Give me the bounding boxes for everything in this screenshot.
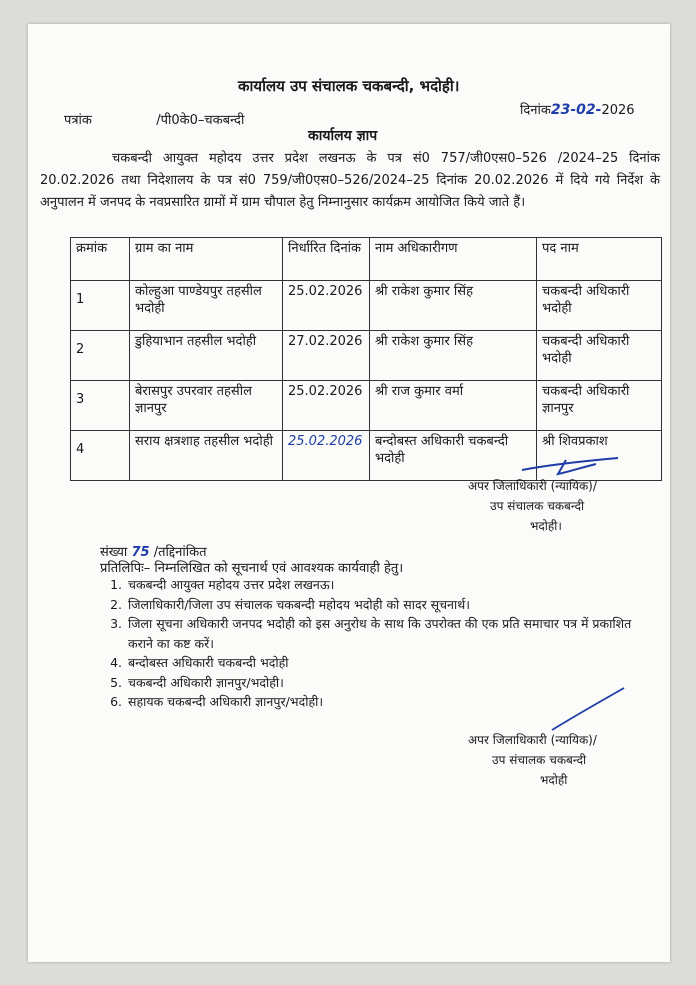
list-item: 4. बन्दोबस्त अधिकारी चकबन्दी भदोही: [126, 653, 646, 673]
cell-sn: 1: [71, 281, 130, 331]
table-row: [71, 281, 662, 331]
list-item: 6. सहायक चकबन्दी अधिकारी ज्ञानपुर/भदोही।: [126, 692, 646, 712]
table-row: [71, 381, 662, 431]
ref-number: /पी0के0–चकबन्दी: [156, 113, 245, 128]
cell-village: सराय क्षत्रशाह तहसील भदोही: [130, 431, 283, 481]
sankhya-number: 75: [131, 545, 150, 560]
date-label: दिनांक: [520, 103, 551, 118]
header-village: ग्राम का नाम: [130, 238, 283, 281]
sig1-line1: अपर जिलाधिकारी (न्यायिक)/: [468, 479, 597, 493]
date-line: [520, 100, 635, 118]
cell-post: श्री शिवप्रकाश: [537, 431, 662, 481]
header-officer: नाम अधिकारीगण: [370, 238, 537, 281]
list-item: 5. चकबन्दी अधिकारी ज्ञानपुर/भदोही।: [126, 673, 646, 693]
cell-sn: 2: [71, 331, 130, 381]
sankhya-suffix: /तद्दिनांकित: [153, 545, 207, 560]
memo-paragraph: [40, 148, 660, 214]
cell-post: चकबन्दी अधिकारी भदोही: [537, 281, 662, 331]
office-heading: कार्यालय उप संचालक चकबन्दी, भदोही।: [238, 77, 460, 95]
cell-officer: श्री राकेश कुमार सिंह: [370, 281, 537, 331]
sig2-line1: अपर जिलाधिकारी (न्यायिक)/: [468, 733, 597, 747]
cell-date: 25.02.2026: [283, 431, 370, 481]
sig1-line2: उप संचालक चकबन्दी: [490, 499, 585, 513]
header-sn: क्रमांक: [71, 238, 130, 281]
cell-post: चकबन्दी अधिकारी ज्ञानपुर: [537, 381, 662, 431]
date-year: 2026: [601, 103, 635, 118]
reference-line: [64, 110, 244, 128]
cell-sn: 3: [71, 381, 130, 431]
signature-1: [518, 452, 628, 478]
sig2-line3: भदोही: [540, 773, 568, 787]
document-page: [28, 24, 670, 962]
table-header-row: [71, 238, 662, 281]
signature-block-2: [468, 730, 597, 790]
list-item: 2. जिलाधिकारी/जिला उप संचालक चकबन्दी महोदय भदोही को सादर सूचनार्थ।: [126, 595, 646, 615]
cell-village: डुहियाभान तहसील भदोही: [130, 331, 283, 381]
cell-officer: बन्दोबस्त अधिकारी चकबन्दी भदोही: [370, 431, 537, 481]
memo-title: कार्यालय ज्ञाप: [308, 128, 378, 144]
pratilipi-line: प्रतिलिपिः– निम्नलिखित को सूचनार्थ एवं आवश्यक कार्यवाही हेतु।: [100, 561, 404, 576]
date-handwritten: 23-02-: [550, 102, 602, 118]
cell-officer: श्री राकेश कुमार सिंह: [370, 331, 537, 381]
table-row: [71, 331, 662, 381]
cell-village: कोल्हुआ पाण्डेयपुर तहसील भदोही: [130, 281, 283, 331]
cell-village: बेरासपुर उपरवार तहसील ज्ञानपुर: [130, 381, 283, 431]
cell-sn: 4: [71, 431, 130, 481]
cell-date: 27.02.2026: [283, 331, 370, 381]
cell-date: 25.02.2026: [283, 381, 370, 431]
list-item: 1. चकबन्दी आयुक्त महोदय उत्तर प्रदेश लखनऊ।: [126, 575, 646, 595]
header-date: निर्धारित दिनांक: [283, 238, 370, 281]
schedule-table: [70, 237, 662, 481]
sig1-line3: भदोही।: [530, 519, 562, 533]
header-post: पद नाम: [537, 238, 662, 281]
sankhya-label: संख्या: [100, 545, 128, 560]
signature-2: [548, 684, 628, 734]
signature-block-1: [468, 476, 658, 536]
cell-post: चकबन्दी अधिकारी भदोही: [537, 331, 662, 381]
sig2-line2: उप संचालक चकबन्दी: [492, 753, 587, 767]
ref-label: पत्रांक: [64, 113, 92, 128]
cell-officer: श्री राज कुमार वर्मा: [370, 381, 537, 431]
memo-paragraph-text: चकबन्दी आयुक्त महोदय उत्तर प्रदेश लखनऊ के पत्र सं0 757/जी0एस0–526 /2024–25 दिनांक 20.02.2026 तथा निदेशालय के पत्र सं0 759/जी0एस0–526/2024–25 दिनांक 20.02.2026 में दिये गये निर्देश के अनुपालन में जनपद के नवप्रसारित ग्रामों में ग्राम चौपाल हेतु निम्नानुसार कार्यक्रम आयोजित किये जाते हैं।: [40, 151, 660, 210]
cell-date: 25.02.2026: [283, 281, 370, 331]
list-item: 3. जिला सूचना अधिकारी जनपद भदोही को इस अनुरोध के साथ कि उपरोक्त की एक प्रति समाचार पत्र में प्रकाशित कराने का कष्ट करें।: [126, 614, 646, 653]
